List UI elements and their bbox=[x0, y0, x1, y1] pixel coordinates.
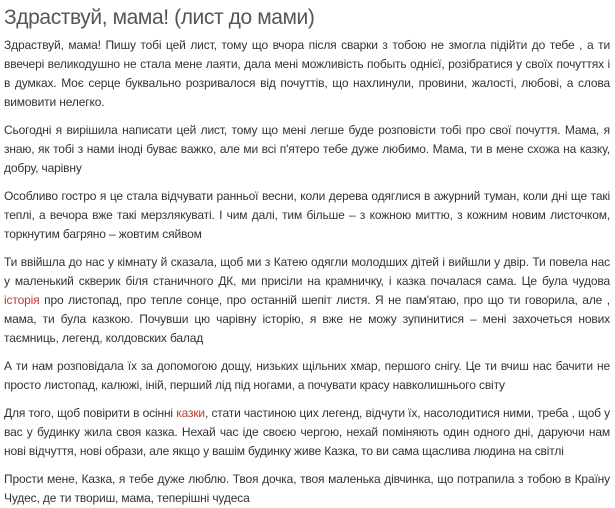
paragraph-4 bbox=[4, 253, 610, 348]
paragraph-7 bbox=[4, 470, 610, 508]
paragraph-2 bbox=[4, 121, 610, 178]
paragraph-6 bbox=[4, 404, 610, 461]
article-title: Здраствуй, мама! (лист до мами) bbox=[4, 6, 315, 29]
paragraph-text: Для того, щоб повірити в осінні bbox=[4, 406, 177, 420]
paragraph-text: Здраствуй, мама! Пишу тобі цей лист, тому що вчора після сварки з тобою не змогла підійти до тебе , а ти ввечері великодушно не стала мене лаяти, дала мені можливість побыть однієї, розібратися у своїх почуттях і в думках. Моє серце буквально розривалося від почуттів, що нахлинули, провини, жалості, любові, а слова вимовити нелегко. bbox=[4, 38, 610, 109]
paragraph-text: А ти нам розповідала їх за допомогою дощу, низьких щільних хмар, першого снігу. Це ти вчиш нас бачити не просто листопад, калюжі, іній, перший лід під ногами, а почувати красу навколишнього світу bbox=[4, 359, 610, 392]
keyword-link-istoriya[interactable]: історія bbox=[4, 293, 40, 307]
paragraph-5 bbox=[4, 357, 610, 395]
paragraph-text: Ти ввійшла до нас у кімнату й сказала, щоб ми з Катею одягли молодших дітей і вийшли у двір. Ти повела нас у маленький скверик біля станичного ДК, ми присіли на крамничку, і казка почалася сама. Це була чудова bbox=[4, 255, 610, 288]
article bbox=[4, 0, 610, 508]
paragraph-3 bbox=[4, 187, 610, 244]
paragraph-text: Прости мене, Казка, я тебе дуже люблю. Твоя дочка, твоя маленька дівчинка, що потрапила з тобою в Країну Чудес, де ти твориш, мама, теперішні чудеса bbox=[4, 472, 610, 505]
paragraph-text: Сьогодні я вирішила написати цей лист, тому що мені легше буде розповісти тобі про свої почуття. Мама, я знаю, як тобі з нами іноді буває важко, але ми всі п'ятеро тебе дуже любимо. Мама, ти в мене схожа на казку, добру, чарівну bbox=[4, 123, 610, 175]
paragraph-text: Особливо гостро я це стала відчувати ранньої весни, коли дерева одяглися в ажурний туман, коли дні ще такі теплі, а вечора вже такі мерзлякуваті. І чим далі, тим більше – з кожною миттю, з кожним новим листочком, торкнутим багряно – жовтим сяйвом bbox=[4, 189, 610, 241]
keyword-link-kazky[interactable]: казки bbox=[176, 406, 205, 420]
paragraph-text: , стати частиною цих легенд, відчути їх, насолодитися ними, треба , щоб у вас у будинку жила своя казка. Нехай час іде своєю чергою, нехай поміняють один одного дні, даруючи нам нові відчуття, нові образи, але якщо у вашім будинку живе Казка, то ви сама щаслива людина на світлі bbox=[4, 406, 610, 458]
paragraph-text: про листопад, про тепле сонце, про останній шепіт листя. Я не пам'ятаю, про що ти говорила, але , мама, ти була казкою. Почувши цю чарівну історію, я вже не можу зупинитися – мені захочеться нових таємниць, легенд, колдовских балад bbox=[4, 293, 610, 345]
paragraph-1 bbox=[4, 36, 610, 112]
